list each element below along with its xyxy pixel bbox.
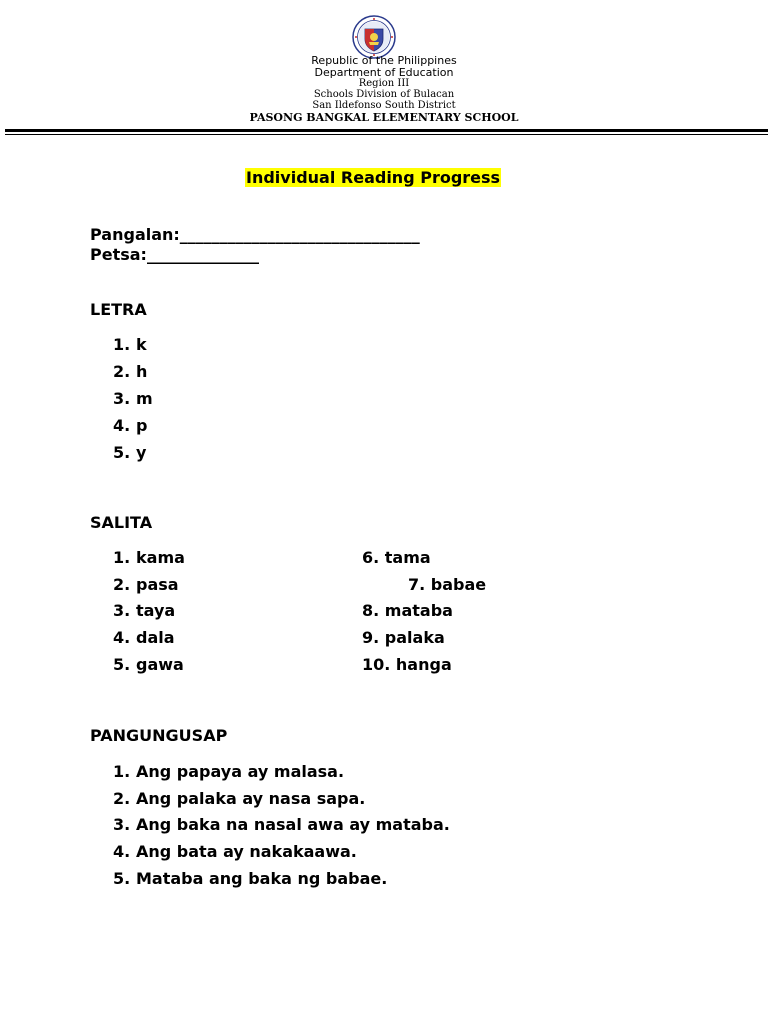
section-heading-pangungusap: PANGUNGUSAP [90,726,228,745]
letra-item: m [136,389,153,408]
salita-item: dala [136,628,175,647]
salita-item: gawa [136,655,184,674]
pangungusap-item: Ang papaya ay malasa. [136,762,345,781]
section-heading-salita: SALITA [90,513,153,532]
header-divider-thick [5,129,768,132]
header-school-name: PASONG BANGKAL ELEMENTARY SCHOOL [249,111,519,124]
header-district: San Ildefonso South District [312,100,456,111]
header-republic: Republic of the Philippines [311,54,457,67]
salita-item: 8. mataba [362,601,453,620]
page-title: Individual Reading Progress [246,168,501,187]
salita-item: taya [136,601,176,620]
letra-item-number: 1. [113,335,131,354]
pangungusap-item: Ang palaka ay nasa sapa. [136,789,366,808]
salita-item: 10. hanga [362,655,452,674]
pangungusap-item: Mataba ang baka ng babae. [136,869,388,888]
letra-item: y [136,443,147,462]
pangungusap-item: Ang bata ay nakakaawa. [136,842,357,861]
salita-item-number: 2. [113,575,131,594]
salita-item: kama [136,548,185,567]
name-field: Pangalan:______________________________ [90,225,420,244]
salita-item-number: 5. [113,655,131,674]
salita-item-number: 1. [113,548,131,567]
salita-item: pasa [136,575,179,594]
letra-item: h [136,362,148,381]
pangungusap-item-number: 4. [113,842,131,861]
header-department: Department of Education [314,66,454,79]
letra-item-number: 3. [113,389,131,408]
letra-item-number: 5. [113,443,131,462]
salita-item: 9. palaka [362,628,445,647]
section-heading-letra: LETRA [90,300,147,319]
pangungusap-item: Ang baka na nasal awa ay mataba. [136,815,450,834]
letra-item-number: 4. [113,416,131,435]
date-field: Petsa:______________ [90,245,259,264]
pangungusap-item-number: 2. [113,789,131,808]
header-division: Schools Division of Bulacan [313,89,455,100]
header-divider-thin [5,134,768,135]
salita-item: 7. babae [408,575,487,594]
salita-item-number: 3. [113,601,131,620]
pangungusap-item-number: 3. [113,815,131,834]
letra-item-number: 2. [113,362,131,381]
letra-item: p [136,416,148,435]
salita-item: 6. tama [362,548,431,567]
pangungusap-item-number: 1. [113,762,131,781]
pangungusap-item-number: 5. [113,869,131,888]
salita-item-number: 4. [113,628,131,647]
letra-item: k [136,335,147,354]
header-region: Region III [358,78,410,89]
deped-seal-icon [352,15,396,59]
